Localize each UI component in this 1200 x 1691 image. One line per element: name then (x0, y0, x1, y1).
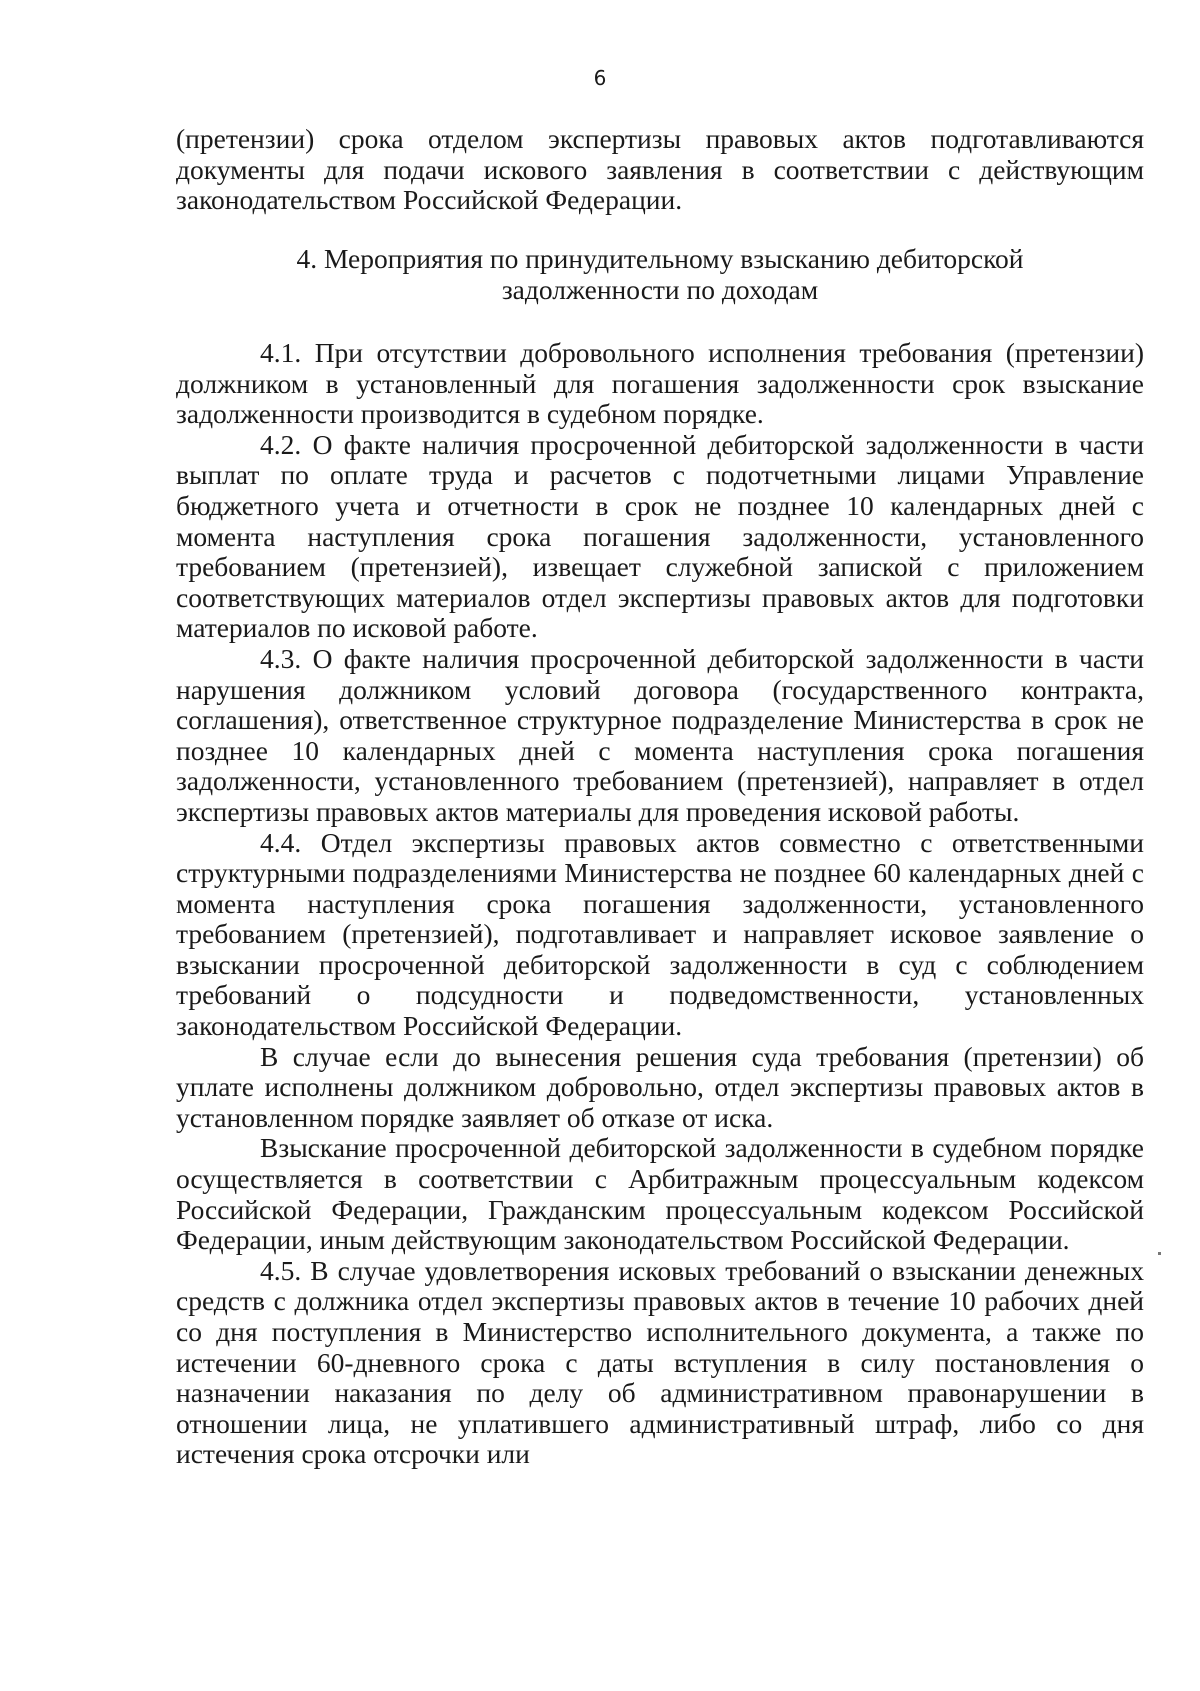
intro-paragraph: (претензии) срока отделом экспертизы правовых актов подготавливаются документы для подачи искового заявления в соответствии с действующим законодательством Российской Федерации. (176, 123, 1144, 216)
paragraph-claim-withdrawal: В случае если до вынесения решения суда требования (претензии) об уплате исполнены должником добровольно, отдел экспертизы правовых актов в установленном порядке заявляет об отказе от иска. (176, 1040, 1144, 1133)
paragraph-judicial-recovery: Взыскание просроченной дебиторской задолженности в судебном порядке осуществляется в соответствии с Арбитражным процессуальным кодексом Российской Федерации, Гражданским процессуальным кодексом Российской Федерации, иным действующим законодательством Российской Федерации. (176, 1132, 1144, 1256)
page-number: 6 (593, 66, 607, 90)
section-body (176, 338, 1144, 1470)
paragraph-4-1: 4.1. При отсутствии добровольного исполнения требования (претензии) должником в установленный для погашения задолженности срок взыскание задолженности производится в судебном порядке. (176, 337, 1144, 430)
section-heading (176, 243, 1144, 305)
paragraph-4-4: 4.4. Отдел экспертизы правовых актов совместно с ответственными структурными подразделениями Министерства не позднее 60 календарных дней с момента наступления срока погашения задолженности, установленного требованием (претензией), подготавливает и направляет исковое заявление о взыскании просроченной дебиторской задолженности в суд с соблюдением требований о подсудности и подведомственности, установленных законодательством Российской Федерации. (176, 826, 1144, 1042)
intro-block (176, 124, 1144, 216)
scan-speck (1158, 1252, 1161, 1255)
paragraph-4-3: 4.3. О факте наличия просроченной дебиторской задолженности в части нарушения должником условий договора (государственного контракта, соглашения), ответственное структурное подразделение Министерства в срок не позднее 10 календарных дней с момента наступления срока погашения задолженности, установленного требованием (претензией), направляет в отдел экспертизы правовых актов материалы для проведения исковой работы. (176, 642, 1144, 827)
paragraph-4-5: 4.5. В случае удовлетворения исковых требований о взыскании денежных средств с должника отдел экспертизы правовых актов в течение 10 рабочих дней со дня поступления в Министерство исполнительного документа, а также по истечении 60-дневного срока с даты вступления в силу постановления о назначении наказания по делу об административном правонарушении в отношении лица, не уплатившего административный штраф, либо со дня истечения срока отсрочки или (176, 1254, 1144, 1470)
paragraph-4-2: 4.2. О факте наличия просроченной дебиторской задолженности в части выплат по оплате труда и расчетов с подотчетными лицами Управление бюджетного учета и отчетности в срок не позднее 10 календарных дней с момента наступления срока погашения задолженности, установленного требованием (претензией), извещает служебной запиской с приложением соответствующих материалов отдел экспертизы правовых актов для подготовки материалов по исковой работе. (176, 428, 1144, 644)
section-heading-line-2: задолженности по доходам (501, 274, 819, 305)
section-heading-line-1: 4. Мероприятия по принудительному взысканию дебиторской (296, 243, 1024, 274)
